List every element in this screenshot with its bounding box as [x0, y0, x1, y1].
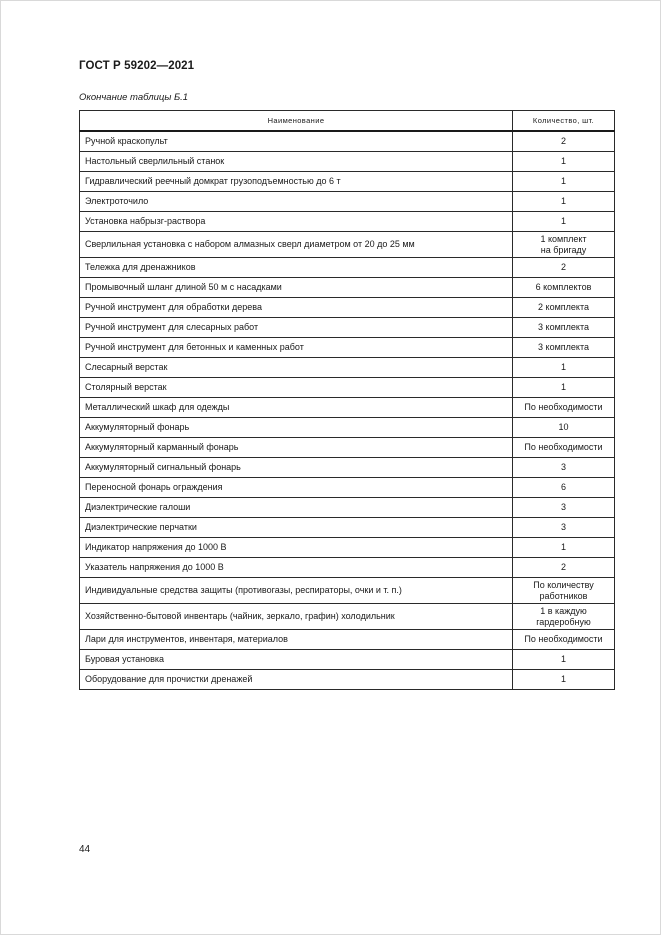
- quantity-line-1: 1 комплект: [540, 233, 587, 244]
- table-row: [80, 318, 615, 338]
- table-row: [80, 258, 615, 278]
- table-row: [80, 538, 615, 558]
- table-row: [80, 604, 615, 630]
- table-row: [80, 338, 615, 358]
- document-id-header: ГОСТ Р 59202—2021: [79, 60, 195, 72]
- row-name-cell: Оборудование для прочистки дренажей: [80, 670, 513, 690]
- row-name-cell: Буровая установка: [80, 650, 513, 670]
- table-row: [80, 172, 615, 192]
- row-quantity-cell: 1: [513, 212, 615, 232]
- row-name-cell: Диэлектрические перчатки: [80, 518, 513, 538]
- row-name-cell: Установка набрызг-раствора: [80, 212, 513, 232]
- row-quantity-cell: [513, 578, 615, 604]
- table-row: [80, 278, 615, 298]
- row-name-cell: Слесарный верстак: [80, 358, 513, 378]
- row-name-cell: Лари для инструментов, инвентаря, материалов: [80, 630, 513, 650]
- table-row: [80, 398, 615, 418]
- row-name-cell: Ручной инструмент для бетонных и каменных работ: [80, 338, 513, 358]
- row-name-cell: Аккумуляторный сигнальный фонарь: [80, 458, 513, 478]
- row-quantity-cell: 2: [513, 131, 615, 152]
- quantity-line-2: на бригаду: [540, 244, 587, 255]
- page-number: 44: [79, 844, 91, 855]
- row-name-cell: Тележка для дренажников: [80, 258, 513, 278]
- table-row: [80, 298, 615, 318]
- row-quantity-cell: 2: [513, 258, 615, 278]
- row-quantity-cell: По необходимости: [513, 630, 615, 650]
- row-name-cell: Ручной инструмент для слесарных работ: [80, 318, 513, 338]
- quantity-line-1: По количеству: [533, 579, 594, 590]
- row-quantity-cell: 1: [513, 358, 615, 378]
- row-name-cell: Столярный верстак: [80, 378, 513, 398]
- row-quantity-cell: 6: [513, 478, 615, 498]
- table-row: [80, 358, 615, 378]
- row-quantity-cell: 1: [513, 650, 615, 670]
- row-name-cell: Индикатор напряжения до 1000 В: [80, 538, 513, 558]
- row-name-cell: Аккумуляторный карманный фонарь: [80, 438, 513, 458]
- table-row: [80, 650, 615, 670]
- table-row: [80, 518, 615, 538]
- row-quantity-cell: 3: [513, 518, 615, 538]
- column-header-name: Наименование: [80, 111, 513, 132]
- row-quantity-cell: 10: [513, 418, 615, 438]
- row-quantity-cell: 1: [513, 378, 615, 398]
- table-row: [80, 458, 615, 478]
- table-row: [80, 670, 615, 690]
- table-row: [80, 232, 615, 258]
- row-quantity-cell: 1: [513, 192, 615, 212]
- row-name-cell: Промывочный шланг длиной 50 м с насадками: [80, 278, 513, 298]
- row-quantity-cell: 3: [513, 458, 615, 478]
- table-row: [80, 192, 615, 212]
- equipment-table: [79, 110, 615, 690]
- row-name-cell: Указатель напряжения до 1000 В: [80, 558, 513, 578]
- row-quantity-cell: 1: [513, 152, 615, 172]
- row-quantity-cell: 1: [513, 670, 615, 690]
- table-caption: Окончание таблицы Б.1: [79, 92, 189, 103]
- column-header-quantity: Количество, шт.: [513, 111, 615, 132]
- table-row: [80, 438, 615, 458]
- row-quantity-cell: По необходимости: [513, 398, 615, 418]
- table-row: [80, 498, 615, 518]
- row-name-cell: Электроточило: [80, 192, 513, 212]
- row-quantity-cell: 2 комплекта: [513, 298, 615, 318]
- table-row: [80, 131, 615, 152]
- quantity-line-2: работников: [539, 590, 588, 601]
- table-row: [80, 418, 615, 438]
- row-name-cell: Сверлильная установка с набором алмазных сверл диаметром от 20 до 25 мм: [80, 232, 513, 258]
- row-quantity-cell: По необходимости: [513, 438, 615, 458]
- row-name-cell: Переносной фонарь ограждения: [80, 478, 513, 498]
- row-quantity-cell: 3 комплекта: [513, 338, 615, 358]
- row-quantity-cell: 6 комплектов: [513, 278, 615, 298]
- row-name-cell: Хозяйственно-бытовой инвентарь (чайник, зеркало, графин) холодильник: [80, 604, 513, 630]
- table-header-row: [80, 111, 615, 132]
- row-quantity-cell: [513, 604, 615, 630]
- row-quantity-cell: [513, 232, 615, 258]
- row-name-cell: Металлический шкаф для одежды: [80, 398, 513, 418]
- table-row: [80, 558, 615, 578]
- table-row: [80, 378, 615, 398]
- row-quantity-cell: 3: [513, 498, 615, 518]
- row-quantity-cell: 1: [513, 172, 615, 192]
- table-row: [80, 152, 615, 172]
- row-name-cell: Диэлектрические галоши: [80, 498, 513, 518]
- quantity-line-1: 1 в каждую: [540, 605, 587, 616]
- table-row: [80, 630, 615, 650]
- row-name-cell: Ручной инструмент для обработки дерева: [80, 298, 513, 318]
- row-name-cell: Индивидуальные средства защиты (противогазы, респираторы, очки и т. п.): [80, 578, 513, 604]
- row-name-cell: Гидравлический реечный домкрат грузоподъемностью до 6 т: [80, 172, 513, 192]
- row-name-cell: Ручной краскопульт: [80, 131, 513, 152]
- quantity-line-2: гардеробную: [536, 616, 591, 627]
- row-quantity-cell: 2: [513, 558, 615, 578]
- table-row: [80, 478, 615, 498]
- row-name-cell: Аккумуляторный фонарь: [80, 418, 513, 438]
- row-quantity-cell: 1: [513, 538, 615, 558]
- table-row: [80, 578, 615, 604]
- row-name-cell: Настольный сверлильный станок: [80, 152, 513, 172]
- row-quantity-cell: 3 комплекта: [513, 318, 615, 338]
- table-row: [80, 212, 615, 232]
